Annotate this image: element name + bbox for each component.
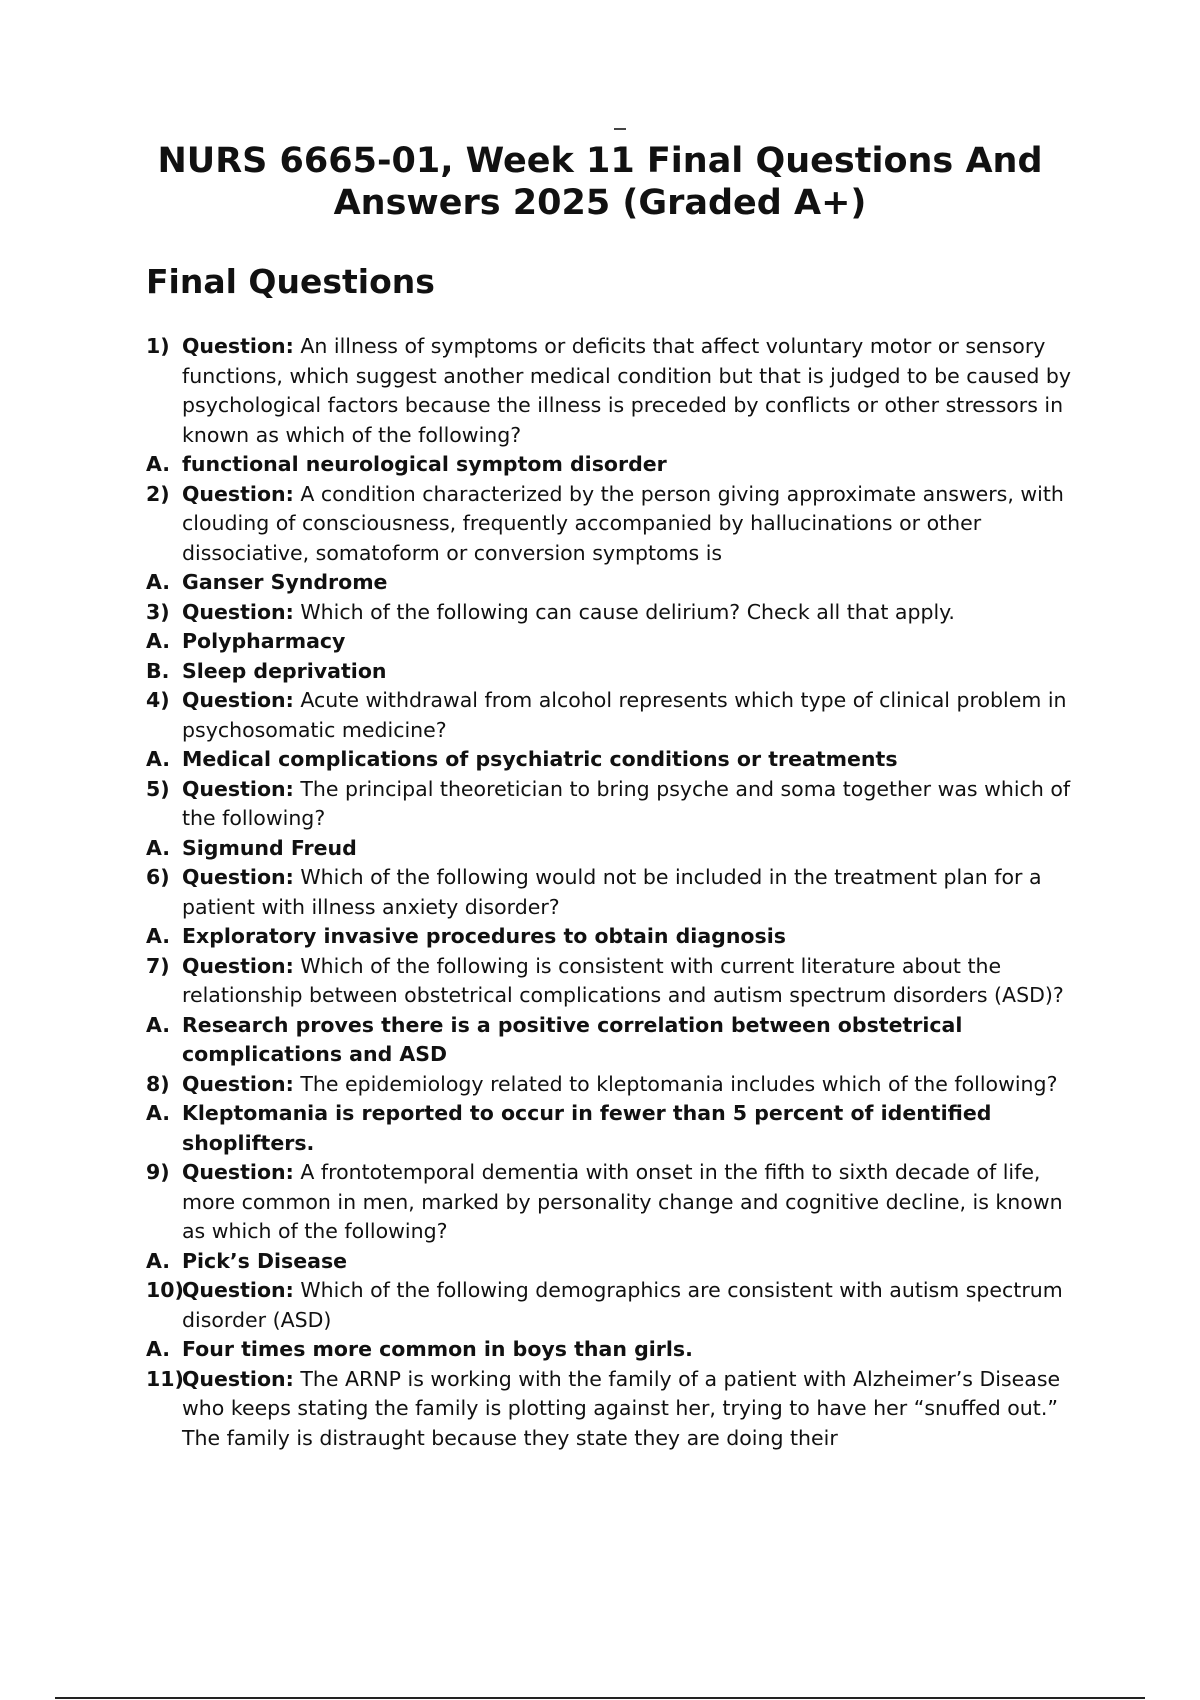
question-label: Question: [182, 1366, 294, 1391]
answer-letter: A. [146, 747, 171, 771]
question-text: Which of the following is consistent with current literature about the relationship between obstetrical complications and autism spectrum disorders (ASD)? [182, 953, 1064, 1007]
answer-text: Exploratory invasive procedures to obtain diagnosis [182, 924, 786, 948]
answer-item [146, 1099, 1076, 1158]
question-text: Which of the following demographics are consistent with autism spectrum disorder (ASD) [182, 1278, 1063, 1332]
answer-letter: A. [146, 1248, 171, 1273]
answer-text: Ganser Syndrome [182, 570, 388, 594]
question-label: Question: [182, 334, 294, 358]
question-item [146, 686, 1076, 745]
top-mark [614, 128, 626, 130]
question-number: 9) [146, 1160, 170, 1184]
answer-item [146, 834, 1076, 864]
answer-letter: A. [146, 570, 171, 594]
question-number: 10) [146, 1278, 184, 1302]
question-number: 1) [146, 334, 170, 358]
question-number: 11) [146, 1366, 184, 1391]
question-text: Acute withdrawal from alcohol represents which type of clinical problem in psychosomatic medicine? [182, 688, 1067, 742]
question-item [146, 598, 1076, 628]
question-label: Question: [182, 953, 294, 978]
answer-text: Research proves there is a positive correlation between obstetrical complications and ASD [182, 1012, 963, 1066]
question-item [146, 1070, 1076, 1100]
question-item [146, 1276, 1076, 1335]
question-label: Question: [182, 599, 294, 624]
question-label: Question: [182, 481, 294, 506]
answer-letter: B. [146, 658, 170, 683]
question-number: 7) [146, 953, 170, 978]
question-number: 8) [146, 1071, 170, 1096]
question-label: Question: [182, 1071, 294, 1096]
question-item [146, 480, 1076, 569]
answer-text: Four times more common in boys than girls. [182, 1337, 693, 1361]
answer-item [146, 657, 1076, 687]
section-heading: Final Questions [146, 262, 435, 301]
question-item [146, 952, 1076, 1011]
answer-letter: A. [146, 1337, 171, 1361]
page-bottom-rule [55, 1697, 1145, 1699]
answer-text: Sigmund Freud [182, 835, 357, 860]
question-item [146, 863, 1076, 922]
answer-letter: A. [146, 1101, 171, 1125]
question-list [146, 332, 1076, 1453]
answer-letter: A. [146, 629, 171, 653]
question-text: A condition characterized by the person giving approximate answers, with clouding of consciousness, frequently accompanied by hallucinations or other dissociative, somatoform or conversion symptoms is [182, 481, 1064, 565]
question-label: Question: [182, 688, 294, 712]
question-label: Question: [182, 776, 294, 801]
answer-text: Polypharmacy [182, 629, 346, 653]
question-text: A frontotemporal dementia with onset in the fifth to sixth decade of life, more common in men, marked by personality change and cognitive decline, is known as which of the following? [182, 1160, 1063, 1243]
answer-item [146, 627, 1076, 657]
answer-item [146, 450, 1076, 480]
question-number: 5) [146, 776, 170, 801]
document-title: NURS 6665-01, Week 11 Final Questions And Answers 2025 (Graded A+) [157, 141, 1043, 223]
answer-text: Kleptomania is reported to occur in fewer than 5 percent of identified shoplifters. [182, 1101, 992, 1155]
answer-item [146, 568, 1076, 598]
answer-item [146, 1247, 1076, 1277]
answer-item [146, 1011, 1076, 1070]
question-item [146, 332, 1076, 450]
question-label: Question: [182, 1278, 294, 1302]
question-number: 4) [146, 688, 170, 712]
answer-item [146, 1335, 1076, 1365]
answer-text: Sleep deprivation [182, 658, 387, 683]
question-text: An illness of symptoms or deficits that affect voluntary motor or sensory functions, which suggest another medical condition but that is judged to be caused by psychological factors because the illness is preceded by conflicts or other stressors in known as which of the following? [182, 334, 1072, 447]
question-text: Which of the following would not be included in the treatment plan for a patient with illness anxiety disorder? [182, 865, 1042, 919]
answer-letter: A. [146, 835, 171, 860]
question-item [146, 775, 1076, 834]
answer-letter: A. [146, 1012, 171, 1037]
answer-item [146, 745, 1076, 775]
question-item [146, 1158, 1076, 1247]
answer-letter: A. [146, 452, 171, 476]
question-text: The ARNP is working with the family of a patient with Alzheimer’s Disease who keeps stating the family is plotting against her, trying to have her “snuffed out.” The family is distraught because they state they are doing their [182, 1366, 1061, 1450]
answer-letter: A. [146, 924, 171, 948]
answer-item [146, 922, 1076, 952]
question-item [146, 1365, 1076, 1454]
question-number: 3) [146, 599, 170, 624]
question-text: The principal theoretician to bring psyche and soma together was which of the following? [182, 776, 1071, 830]
answer-text: Pick’s Disease [182, 1248, 348, 1273]
question-number: 2) [146, 481, 170, 506]
question-label: Question: [182, 1160, 294, 1184]
question-text: The epidemiology related to kleptomania includes which of the following? [300, 1071, 1058, 1096]
question-label: Question: [182, 865, 294, 889]
question-number: 6) [146, 865, 170, 889]
question-text: Which of the following can cause delirium? Check all that apply. [300, 599, 955, 624]
answer-text: Medical complications of psychiatric conditions or treatments [182, 747, 898, 771]
answer-text: functional neurological symptom disorder [182, 452, 667, 476]
